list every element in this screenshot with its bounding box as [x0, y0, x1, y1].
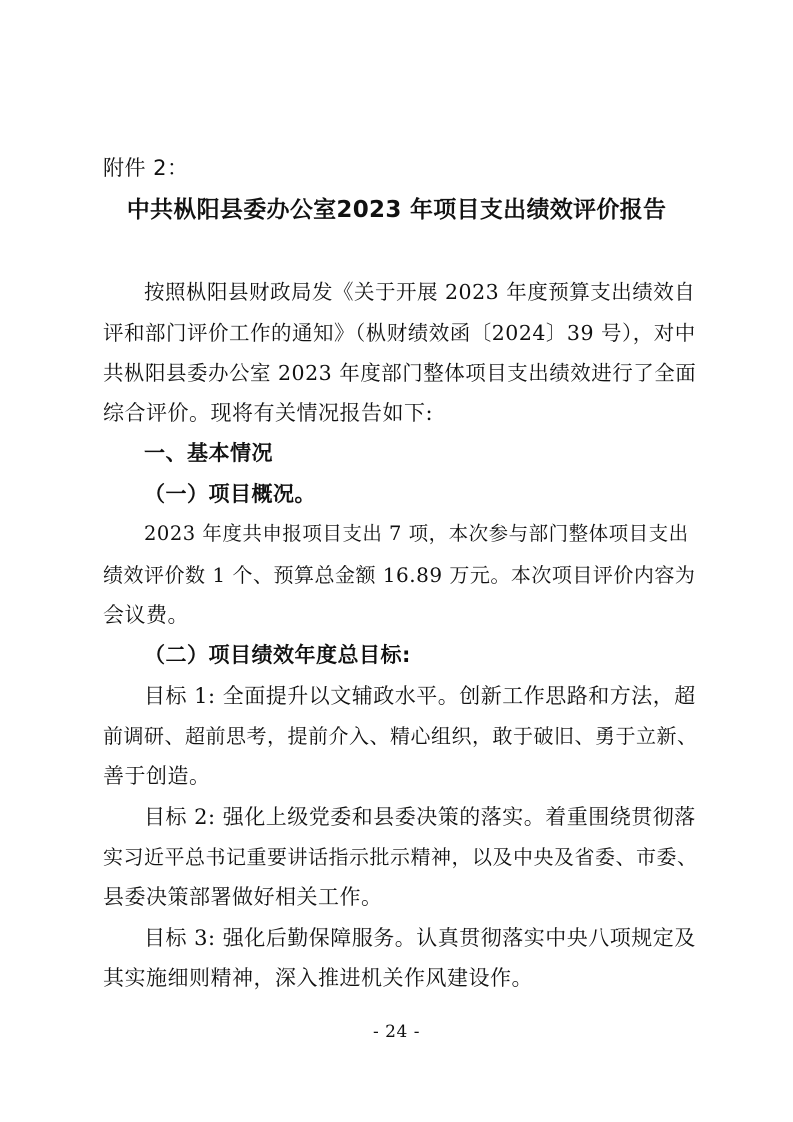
attachment-label: 附件 2：: [103, 156, 189, 180]
intro-line: 共枞阳县委办公室 2023 年度部门整体项目支出绩效进行了全面: [103, 361, 697, 385]
subsection-heading-goals: （二）项目绩效年度总目标:: [144, 643, 411, 667]
goal-1-line: 善于创造。: [103, 764, 211, 788]
subsection-heading-overview: （一）项目概况。: [144, 482, 316, 506]
section-heading-basic: 一、基本情况: [144, 441, 273, 465]
page-number: - 24 -: [373, 1022, 420, 1042]
goal-1-line: 目标 1: 全面提升以文辅政水平。创新工作思路和方法，超: [144, 684, 696, 708]
overview-line: 会议费。: [103, 603, 189, 627]
goal-3-line: 其实施细则精神，深入推进机关作风建设作。: [103, 966, 533, 990]
intro-line: 按照枞阳县财政局发《关于开展 2023 年度预算支出绩效自: [144, 280, 696, 304]
goal-2-line: 目标 2: 强化上级党委和县委决策的落实。着重围绕贯彻落: [144, 805, 696, 829]
overview-line: 2023 年度共申报项目支出 7 项，本次参与部门整体项目支出: [144, 522, 689, 545]
overview-line: 绩效评价数 1 个、预算总金额 16.89 万元。本次项目评价内容为: [103, 563, 696, 587]
goal-3-line: 目标 3: 强化后勤保障服务。认真贯彻落实中央八项规定及: [144, 926, 696, 950]
goal-2-line: 县委决策部署做好相关工作。: [103, 885, 383, 909]
intro-line: 评和部门评价工作的通知》（枞财绩效函〔2024〕39 号），对中: [103, 321, 696, 345]
report-title: 中共枞阳县委办公室2023 年项目支出绩效评价报告: [126, 197, 667, 223]
goal-2-line: 实习近平总书记重要讲话指示批示精神，以及中央及省委、市委、: [103, 845, 698, 869]
intro-line: 综合评价。现将有关情况报告如下:: [103, 401, 434, 425]
goal-1-line: 前调研、超前思考，提前介入、精心组织，敢于破旧、勇于立新、: [103, 724, 698, 748]
